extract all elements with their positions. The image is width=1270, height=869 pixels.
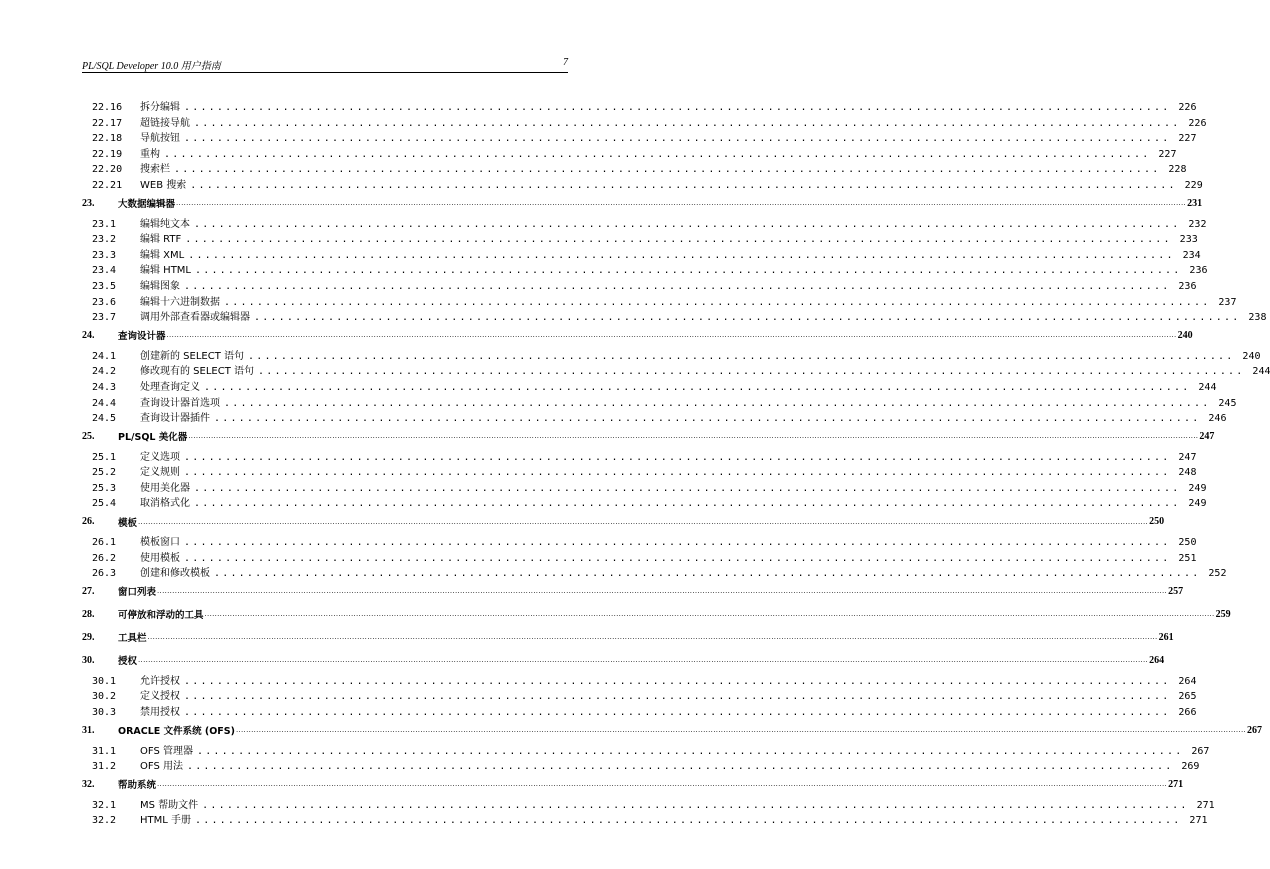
page-header <box>82 56 568 73</box>
toc-dot-leader: ........................................................................................................................ <box>184 133 1171 145</box>
toc-dot-leader: ........................................................................................................................ <box>204 381 1191 393</box>
toc-entry-label: 使用模板 <box>140 552 180 564</box>
toc-section-entry[interactable] <box>82 463 1197 479</box>
toc-entry-label: 定义规则 <box>140 467 180 479</box>
toc-entry-number: 30. <box>82 654 95 666</box>
toc-section-entry[interactable] <box>82 811 1208 827</box>
toc-entry-number: 26.1 <box>92 537 117 549</box>
toc-entry-page: 248 <box>1178 467 1197 479</box>
toc-entry-label: 查询设计器 <box>118 331 166 343</box>
toc-entry-page: 271 <box>1168 778 1184 790</box>
toc-chapter-entry[interactable] <box>82 425 1215 448</box>
toc-entry-number: 31.2 <box>92 761 117 773</box>
toc-section-entry[interactable] <box>82 687 1197 703</box>
toc-entry-number: 28. <box>82 608 95 620</box>
toc-section-entry[interactable] <box>82 145 1177 161</box>
toc-entry-page: 271 <box>1189 815 1208 827</box>
toc-entry-number: 22.20 <box>92 164 123 176</box>
toc-section-entry[interactable] <box>82 757 1200 773</box>
toc-entry-label: 编辑纯文本 <box>140 218 190 230</box>
toc-entry-number: 30.1 <box>92 675 117 687</box>
toc-dot-leader: ........................................................................................................................ <box>254 312 1241 324</box>
toc-entry-page: 261 <box>1158 631 1174 643</box>
toc-chapter-entry[interactable] <box>82 773 1184 796</box>
toc-entry-label: 定义授权 <box>140 691 180 703</box>
toc-dot-leader: ........................................................................................................................ <box>184 537 1171 549</box>
toc-entry-number: 23.3 <box>92 249 117 261</box>
toc-entry-page: 264 <box>1178 675 1197 687</box>
toc-entry-page: 228 <box>1168 164 1187 176</box>
toc-dot-leader: ........................................................................................................................ <box>202 799 1189 811</box>
toc-section-entry[interactable] <box>82 347 1261 363</box>
toc-section-entry[interactable] <box>82 479 1207 495</box>
toc-dot-leader: ........................................................................................................................ <box>184 691 1171 703</box>
toc-entry-page: 252 <box>1208 568 1227 580</box>
toc-entry-number: 24.4 <box>92 397 117 409</box>
toc-entry-page: 259 <box>1215 608 1231 620</box>
toc-entry-number: 23.2 <box>92 234 117 246</box>
toc-dot-leader: ................................................................................................................................................................................................................................................................................................................................................................................................................ <box>166 331 1177 340</box>
toc-entry-label: 模板窗口 <box>140 537 180 549</box>
toc-entry-page: 238 <box>1248 312 1267 324</box>
toc-dot-leader: ........................................................................................................................ <box>184 102 1171 113</box>
toc-entry-label: OFS 用法 <box>140 761 183 773</box>
toc-entry-label: 编辑图象 <box>140 280 180 292</box>
toc-entry-page: 247 <box>1199 430 1215 442</box>
toc-dot-leader: ........................................................................................................................ <box>188 249 1175 261</box>
toc-section-entry[interactable] <box>82 215 1207 231</box>
toc-entry-label: 取消格式化 <box>140 498 190 510</box>
toc-dot-leader: ........................................................................................................................ <box>196 745 1184 757</box>
toc-entry-number: 26. <box>82 516 95 528</box>
toc-chapter-entry[interactable] <box>82 510 1165 533</box>
toc-section-entry[interactable] <box>82 409 1227 425</box>
toc-entry-number: 23.5 <box>92 280 117 292</box>
toc-entry-number: 25.3 <box>92 482 117 494</box>
toc-entry-label: 重构 <box>140 148 160 160</box>
toc-entry-page: 267 <box>1247 724 1263 736</box>
toc-section-entry[interactable] <box>82 796 1215 812</box>
toc-entry-number: 23.6 <box>92 296 117 308</box>
toc-dot-leader: ........................................................................................................................ <box>184 552 1171 564</box>
toc-dot-leader: ........................................................................................................................ <box>184 451 1171 463</box>
toc-section-entry[interactable] <box>82 129 1197 145</box>
toc-entry-label: 模板 <box>118 517 138 529</box>
toc-dot-leader: ........................................................................................................................ <box>194 117 1181 129</box>
toc-dot-leader: ................................................................................................................................................................................................................................................................................................................................................................................................................ <box>204 610 1215 619</box>
toc-entry-label: OFS 管理器 <box>140 745 193 757</box>
toc-entry-number: 24.1 <box>92 350 117 362</box>
toc-entry-number: 25.4 <box>92 498 117 510</box>
toc-entry-page: 264 <box>1149 654 1165 666</box>
toc-chapter-entry[interactable] <box>82 649 1165 672</box>
toc-section-entry[interactable] <box>82 114 1207 130</box>
toc-chapter-entry[interactable] <box>82 719 1263 742</box>
toc-entry-page: 251 <box>1178 552 1197 564</box>
toc-entry-number: 23. <box>82 197 95 209</box>
toc-entry-page: 257 <box>1168 585 1184 597</box>
toc-dot-leader: ................................................................................................................................................................................................................................................................................................................................................................................................................ <box>138 517 1149 526</box>
table-of-contents <box>82 98 1270 827</box>
toc-entry-page: 244 <box>1198 381 1217 393</box>
toc-dot-leader: ........................................................................................................................ <box>184 280 1171 292</box>
toc-section-entry[interactable] <box>82 378 1217 394</box>
toc-entry-number: 23.4 <box>92 265 117 277</box>
toc-entry-label: WEB 搜索 <box>140 179 187 191</box>
toc-entry-page: 229 <box>1184 179 1203 191</box>
toc-entry-page: 240 <box>1242 350 1261 362</box>
toc-chapter-entry[interactable] <box>82 603 1231 626</box>
toc-entry-number: 31.1 <box>92 745 117 757</box>
toc-entry-page: 237 <box>1218 296 1237 308</box>
toc-entry-number: 22.16 <box>92 102 123 113</box>
toc-dot-leader: ........................................................................................................................ <box>185 234 1172 246</box>
toc-entry-page: 227 <box>1178 133 1197 145</box>
toc-entry-page: 250 <box>1178 537 1197 549</box>
toc-dot-leader: ........................................................................................................................ <box>194 498 1181 510</box>
header-title: PL/SQL Developer 10.0 用户指南 <box>82 61 221 72</box>
toc-entry-page: 247 <box>1178 451 1197 463</box>
toc-entry-page: 266 <box>1178 707 1197 719</box>
toc-dot-leader: ........................................................................................................................ <box>224 397 1211 409</box>
toc-section-entry[interactable] <box>82 308 1267 324</box>
toc-dot-leader: ........................................................................................................................ <box>224 296 1211 308</box>
toc-entry-page: 226 <box>1188 117 1207 129</box>
toc-section-entry[interactable] <box>82 394 1237 410</box>
toc-chapter-entry[interactable] <box>82 192 1203 215</box>
toc-section-entry[interactable] <box>82 549 1197 565</box>
toc-chapter-entry[interactable] <box>82 324 1193 347</box>
toc-entry-page: 265 <box>1178 691 1197 703</box>
toc-entry-number: 27. <box>82 585 95 597</box>
toc-entry-number: 30.3 <box>92 707 117 719</box>
toc-entry-page: 269 <box>1181 761 1200 773</box>
toc-section-entry[interactable] <box>82 246 1201 262</box>
toc-dot-leader: ........................................................................................................................ <box>174 164 1161 176</box>
toc-dot-leader: ........................................................................................................................ <box>190 179 1177 191</box>
toc-entry-label: 可停放和浮动的工具 <box>118 610 204 622</box>
toc-entry-number: 22.17 <box>92 117 123 129</box>
toc-entry-label: HTML 手册 <box>140 815 192 827</box>
toc-dot-leader: ................................................................................................................................................................................................................................................................................................................................................................................................................ <box>157 780 1168 789</box>
toc-dot-leader: ........................................................................................................................ <box>164 148 1151 160</box>
toc-entry-number: 24.5 <box>92 413 117 425</box>
toc-entry-page: 240 <box>1177 329 1193 341</box>
toc-entry-page: 233 <box>1179 234 1198 246</box>
toc-dot-leader: ................................................................................................................................................................................................................................................................................................................................................................................................................ <box>176 199 1187 208</box>
toc-section-entry[interactable] <box>82 672 1197 688</box>
toc-entry-label: 导航按钮 <box>140 133 180 145</box>
toc-dot-leader: ................................................................................................................................................................................................................................................................................................................................................................................................................ <box>138 656 1149 665</box>
toc-section-entry[interactable] <box>82 362 1270 378</box>
toc-entry-page: 249 <box>1188 482 1207 494</box>
toc-section-entry[interactable] <box>82 448 1197 464</box>
toc-entry-number: 25. <box>82 430 95 442</box>
toc-entry-page: 244 <box>1252 366 1270 378</box>
toc-entry-page: 236 <box>1189 265 1208 277</box>
toc-entry-number: 31. <box>82 724 95 736</box>
toc-dot-leader: ........................................................................................................................ <box>184 467 1171 479</box>
toc-entry-page: 236 <box>1178 280 1197 292</box>
toc-dot-leader: ................................................................................................................................................................................................................................................................................................................................................................................................................ <box>147 633 1158 642</box>
toc-section-entry[interactable] <box>82 564 1227 580</box>
toc-entry-number: 22.21 <box>92 179 123 191</box>
toc-section-entry[interactable] <box>82 742 1210 758</box>
toc-dot-leader: ........................................................................................................................ <box>194 482 1181 494</box>
toc-entry-label: 帮助系统 <box>118 780 157 792</box>
toc-entry-label: PL/SQL 美化器 <box>118 432 188 444</box>
toc-entry-label: 授权 <box>118 656 138 668</box>
toc-section-entry[interactable] <box>82 293 1237 309</box>
toc-entry-number: 22.18 <box>92 133 123 145</box>
toc-entry-label: ORACLE 文件系统 (OFS) <box>118 726 235 738</box>
toc-dot-leader: ........................................................................................................................ <box>248 350 1235 362</box>
toc-entry-page: 227 <box>1158 148 1177 160</box>
toc-dot-leader: ........................................................................................................................ <box>186 761 1174 773</box>
toc-entry-number: 26.2 <box>92 552 117 564</box>
toc-entry-label: MS 帮助文件 <box>140 799 199 811</box>
toc-entry-number: 24.3 <box>92 381 117 393</box>
toc-dot-leader: ................................................................................................................................................................................................................................................................................................................................................................................................................ <box>235 726 1247 735</box>
toc-entry-label: 处理查询定义 <box>140 381 200 393</box>
toc-section-entry[interactable] <box>82 261 1208 277</box>
toc-entry-number: 24. <box>82 329 95 341</box>
toc-entry-page: 232 <box>1188 218 1207 230</box>
toc-entry-label: 查询设计器插件 <box>140 413 210 425</box>
toc-entry-label: 拆分编辑 <box>140 102 180 113</box>
toc-section-entry[interactable] <box>82 703 1197 719</box>
toc-entry-page: 249 <box>1188 498 1207 510</box>
toc-dot-leader: ........................................................................................................................ <box>195 815 1182 827</box>
toc-entry-number: 23.1 <box>92 218 117 230</box>
toc-dot-leader: ........................................................................................................................ <box>214 568 1201 580</box>
toc-entry-label: 编辑 RTF <box>140 234 182 246</box>
toc-section-entry[interactable] <box>82 176 1203 192</box>
toc-entry-number: 22.19 <box>92 148 123 160</box>
toc-entry-page: 246 <box>1208 413 1227 425</box>
toc-entry-number: 24.2 <box>92 366 117 378</box>
toc-section-entry[interactable] <box>82 230 1198 246</box>
toc-entry-number: 26.3 <box>92 568 117 580</box>
toc-entry-label: 窗口列表 <box>118 587 157 599</box>
toc-entry-label: 禁用授权 <box>140 707 180 719</box>
toc-section-entry[interactable] <box>82 494 1207 510</box>
toc-dot-leader: ........................................................................................................................ <box>195 265 1182 277</box>
toc-chapter-entry[interactable] <box>82 626 1174 649</box>
toc-dot-leader: ........................................................................................................................ <box>184 707 1171 719</box>
toc-dot-leader: ........................................................................................................................ <box>184 675 1171 687</box>
toc-entry-label: 调用外部查看器或编辑器 <box>140 312 250 324</box>
toc-entry-label: 大数据编辑器 <box>118 199 176 211</box>
header-page-number: 7 <box>563 57 568 68</box>
toc-entry-page: 271 <box>1196 799 1215 811</box>
toc-entry-label: 超链接导航 <box>140 117 190 129</box>
toc-entry-label: 编辑 HTML <box>140 265 192 277</box>
toc-entry-label: 使用美化器 <box>140 482 190 494</box>
toc-entry-page: 234 <box>1182 249 1201 261</box>
toc-dot-leader: ................................................................................................................................................................................................................................................................................................................................................................................................................ <box>157 587 1168 596</box>
toc-entry-number: 23.7 <box>92 312 117 324</box>
toc-entry-number: 25.2 <box>92 467 117 479</box>
toc-entry-label: 创建新的 SELECT 语句 <box>140 350 245 362</box>
toc-entry-page: 267 <box>1191 745 1210 757</box>
toc-entry-number: 25.1 <box>92 451 117 463</box>
toc-entry-label: 工具栏 <box>118 633 147 645</box>
toc-section-entry[interactable] <box>82 98 1197 114</box>
toc-entry-label: 定义选项 <box>140 451 180 463</box>
toc-entry-label: 创建和修改模板 <box>140 568 210 580</box>
toc-entry-number: 32. <box>82 778 95 790</box>
toc-entry-label: 允许授权 <box>140 675 180 687</box>
toc-entry-page: 231 <box>1187 197 1203 209</box>
toc-section-entry[interactable] <box>82 533 1197 549</box>
toc-entry-page: 245 <box>1218 397 1237 409</box>
toc-section-entry[interactable] <box>82 277 1197 293</box>
toc-dot-leader: ........................................................................................................................ <box>258 366 1245 378</box>
toc-chapter-entry[interactable] <box>82 580 1184 603</box>
toc-entry-number: 29. <box>82 631 95 643</box>
toc-entry-page: 226 <box>1178 102 1197 113</box>
toc-entry-number: 32.2 <box>92 815 117 827</box>
toc-dot-leader: ................................................................................................................................................................................................................................................................................................................................................................................................................ <box>188 432 1199 441</box>
toc-entry-label: 编辑 XML <box>140 249 185 261</box>
toc-section-entry[interactable] <box>82 160 1187 176</box>
toc-dot-leader: ........................................................................................................................ <box>214 413 1201 425</box>
toc-entry-page: 250 <box>1149 516 1165 528</box>
toc-entry-number: 32.1 <box>92 799 117 811</box>
toc-entry-number: 30.2 <box>92 691 117 703</box>
toc-entry-label: 编辑十六进制数据 <box>140 296 220 308</box>
toc-entry-label: 搜索栏 <box>140 164 170 176</box>
toc-entry-label: 查询设计器首选项 <box>140 397 220 409</box>
toc-entry-label: 修改现有的 SELECT 语句 <box>140 366 255 378</box>
toc-dot-leader: ........................................................................................................................ <box>194 218 1181 230</box>
